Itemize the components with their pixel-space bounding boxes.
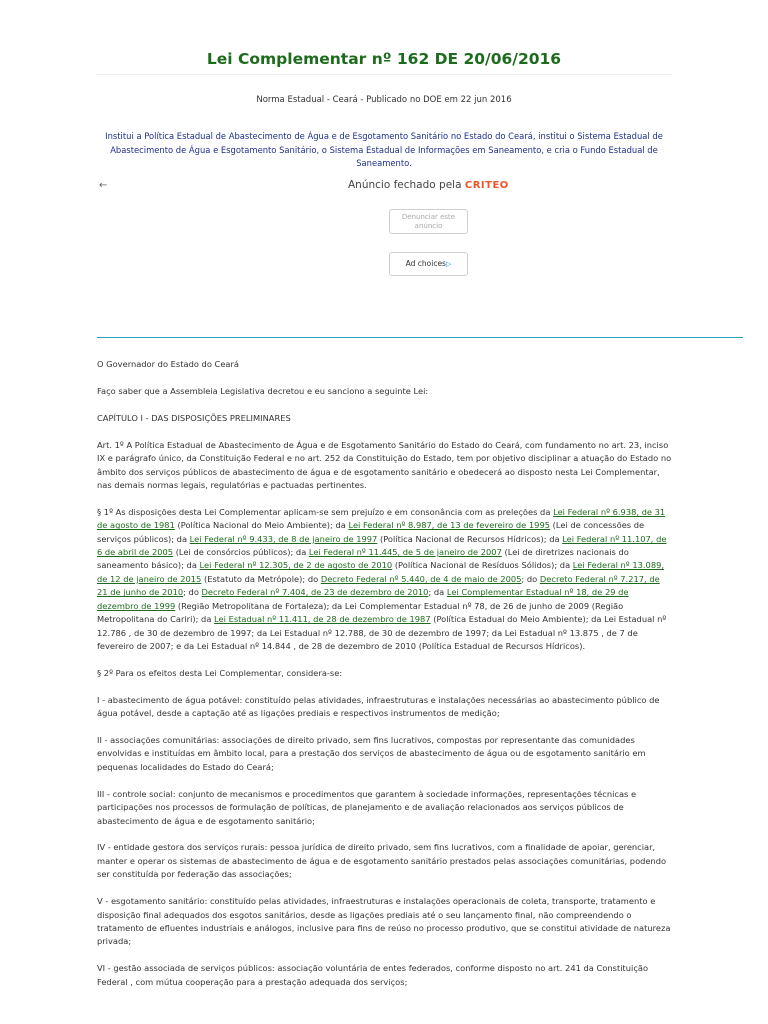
paragraph-enactment: Faço saber que a Assembleia Legislativa decretou e eu sanciono a seguinte Lei: [97,385,429,396]
criteo-logo: CRITEO [464,180,509,191]
chapter-heading: CAPÍTULO I - DAS DISPOSIÇÕES PRELIMINARES [97,412,291,423]
content-divider [97,337,743,338]
law-link[interactable]: Lei Federal nº 6.938, de 31 de agosto de 1981 [97,506,666,531]
item-ii: II - associações comunitárias: associações de direito privado, sem fins lucrativos, compostas por representante das comunidades envolvidas e instituídas em âmbito local, para a prestação dos serviços de abastecimento de água ou de esgotamento sanitário em pequenas localidades do Estado do Ceará; [97,735,646,772]
text-segment: (Política Estadual do Meio Ambiente); da Lei Estadual nº 12.786 , de 30 de dezembro de 1997; da Lei Estadual nº 12.788, de 30 de dezembro de 1997; da Lei Estadual nº 13.875 , de 7 de fevereiro de 2007; e da Lei Estadual nº 14.844 , de 28 de dezembro de 2010 (Política Estadual de Recursos Hídricos). [97,614,667,651]
law-link[interactable]: Lei Federal nº 11.445, de 5 de janeiro de 2007 [308,547,502,558]
ad-closed-text: Anúncio fechado pela [348,179,465,191]
item-i: I - abastecimento de água potável: constituído pelas atividades, infraestruturas e instalações necessárias ao abastecimento público de água potável, desde a captação até as ligações prediais e respectivos instrumentos de medição; [97,694,660,719]
item-vi: VI - gestão associada de serviços públicos: associação voluntária de entes federados, conforme disposto no art. 241 da Constituição Federal , com mútua cooperação para a prestação adequada dos serviços; [97,963,649,987]
article-1: Art. 1º A Política Estadual de Abastecimento de Água e de Esgotamento Sanitário do Estado do Ceará, com fundamento no art. 23, inciso IX e parágrafo único, da Constituição Federal e no art. 252 da Constituição do Estado, tem por objetivo disciplinar a atuação do Estado no âmbito dos serviços públicos de abastecimento de água e de esgotamento sanitário e obedecerá ao disposto nesta Lei Complementar, nas demais normas legais, regulatórias e pactuadas pertinentes. [97,439,672,490]
law-summary: Institui a Política Estadual de Abastecimento de Água e de Esgotamento Sanitário no Estado do Ceará, institui o Sistema Estadual de Abastecimento de Água e Esgotamento Sanitário, o Sistema Estadual de Informações em Saneamento, e cria o Fundo Estadual de Saneamento. [105,131,663,168]
item-iv: IV - entidade gestora dos serviços rurais: pessoa jurídica de direito privado, sem fins lucrativos, com a finalidade de apoiar, gerenciar, manter e operar os sistemas de abastecimento de água e de esgotamento sanitário prestados pelas associações comunitárias, podendo ser constituída por federação das associações; [97,842,667,880]
ad-choices-icon: ▷ [445,260,452,268]
text-segment: (Estatuto da Metrópole); do [201,573,321,584]
text-segment: ; da [428,587,447,598]
law-link[interactable]: Lei Federal nº 13.089, de 12 de janeiro de 2015 [97,560,665,584]
ad-choices-label: Ad choices [405,259,446,268]
publication-info: Norma Estadual - Ceará - Publicado no DOE em 22 jun 2016 [256,95,512,105]
item-iii: III - controle social: conjunto de mecanismos e procedimentos que garantem à sociedade informações, representações técnicas e participações nos processos de formulação de políticas, de planejamento e de avaliação relacionados aos serviços públicos de abastecimento de água e de esgotamento sanitário; [97,788,637,826]
text-segment: (Política Nacional de Resíduos Sólidos); da [392,560,573,571]
paragraph-1 [97,506,672,653]
text-segment: (Lei de diretrizes nacionais do saneamento básico); da [97,547,629,571]
text-segment: § 1º As disposições desta Lei Complementar aplicam-se sem prejuízo e em consonância com as preleções da [97,506,554,517]
law-link[interactable]: Lei Federal nº 8.987, de 13 de fevereiro de 1995 [348,520,551,531]
law-link[interactable]: Lei Complementar Estadual nº 18, de 29 de dezembro de 1999 [97,587,629,611]
title-divider [97,74,672,75]
text-segment: (Lei de consórcios públicos); da [173,547,309,558]
law-link[interactable]: Lei Estadual nº 11.411, de 28 de dezembro de 1987 [214,614,431,625]
text-segment: (Política Nacional de Recursos Hídricos); da [377,533,563,544]
text-segment: ; do [183,587,202,598]
report-ad-line2: anúncio [414,222,443,230]
law-link[interactable]: Lei Federal nº 11.107, de 6 de abril de 2005 [97,533,667,558]
item-v: V - esgotamento sanitário: constituído pelas atividades, infraestruturas e instalações operacionais de coleta, transporte, tratamento e disposição final adequados dos esgotos sanitários, desde as ligações prediais até o seu lançamento final, não compreendendo o tratamento de efluentes industriais e análogos, inclusive para fins de reúso no processo produtivo, que se constitui atividade de natureza privada; [97,896,671,947]
ad-choices-button[interactable] [389,252,468,276]
paragraph-2: § 2º Para os efeitos desta Lei Complementar, considera-se: [97,667,343,678]
report-ad-button[interactable] [389,209,468,234]
text-segment: ; do [521,573,540,584]
law-text [97,358,672,1003]
text-segment: (Política Nacional do Meio Ambiente); da [174,520,349,531]
report-ad-line1: Denunciar este [401,213,456,221]
ad-closed-notice [348,179,509,191]
text-segment: (Lei de concessões de serviços públicos); da [97,520,645,544]
law-link[interactable]: Lei Federal nº 9.433, de 8 de janeiro de 1997 [189,533,378,544]
page-title: Lei Complementar nº 162 DE 20/06/2016 [206,50,562,68]
law-link[interactable]: Decreto Federal nº 7.217, de 21 de junho de 2010 [97,573,660,598]
back-arrow-icon[interactable]: ← [99,180,108,191]
law-link[interactable]: Decreto Federal nº 5.440, de 4 de maio de 2005 [320,573,522,584]
text-segment: (Região Metropolitana de Fortaleza); da Lei Complementar Estadual nº 78, de 26 de junho de 2009 (Região Metropolitana do Cariri); da [97,600,624,625]
paragraph-governor: O Governador do Estado do Ceará [97,359,240,369]
law-link[interactable]: Decreto Federal nº 7.404, de 23 de dezembro de 2010 [201,587,429,598]
law-link[interactable]: Lei Federal nº 12.305, de 2 de agosto de 2010 [199,560,393,571]
